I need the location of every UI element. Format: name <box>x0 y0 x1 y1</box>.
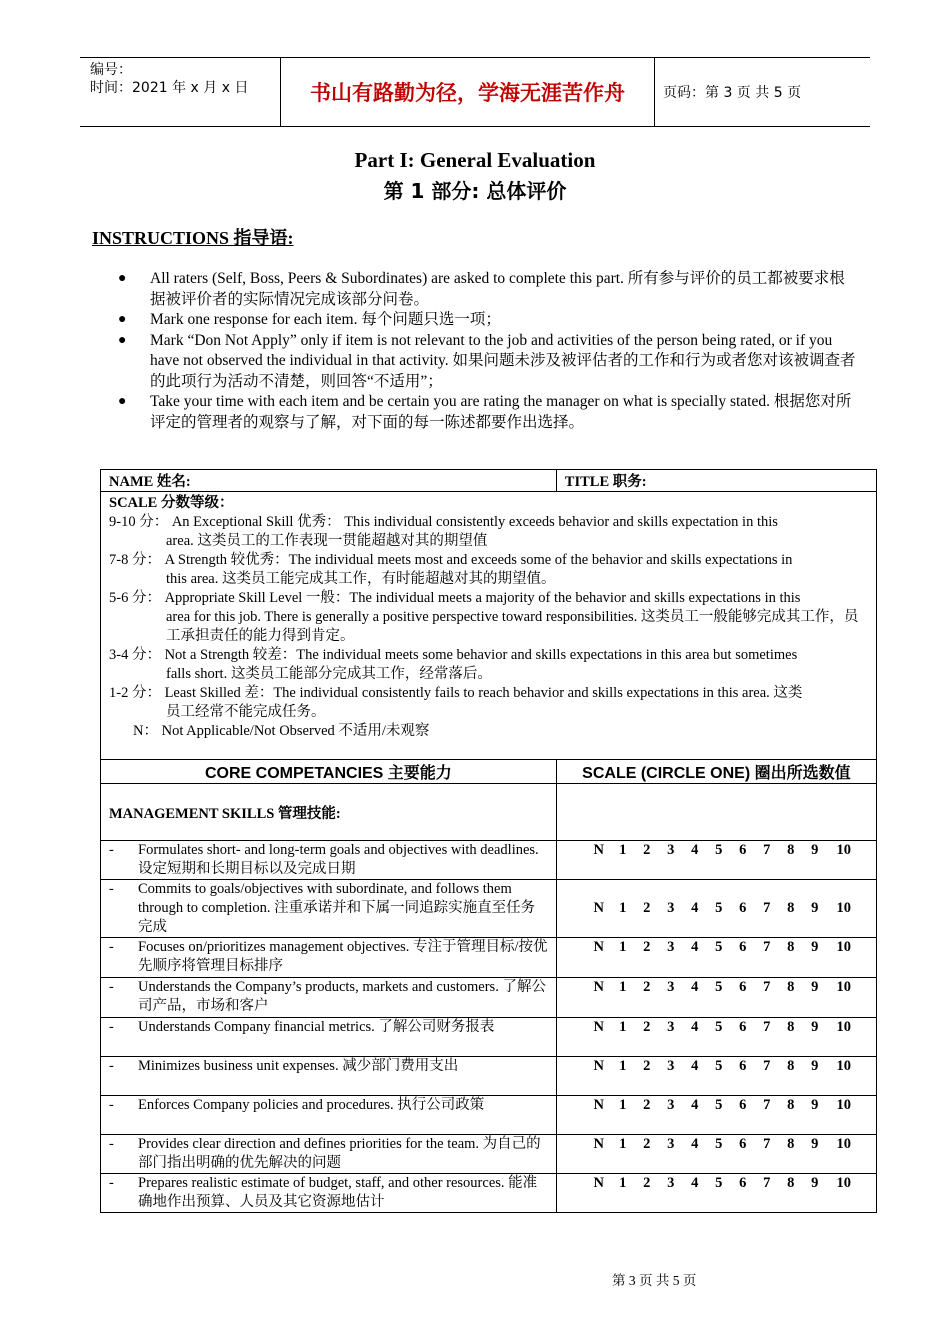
competency-row <box>101 1135 877 1174</box>
dash-marker: - <box>109 1175 114 1191</box>
score-option[interactable]: 5 <box>715 900 723 916</box>
score-option[interactable]: 10 <box>836 900 852 916</box>
score-cell <box>556 1135 876 1174</box>
score-cell <box>556 841 876 880</box>
score-option[interactable]: 3 <box>667 1058 675 1074</box>
score-option[interactable]: 3 <box>667 1019 675 1035</box>
score-option[interactable]: 2 <box>643 1097 651 1113</box>
score-option[interactable]: 10 <box>836 1019 852 1035</box>
bullet-icon: ● <box>118 271 127 286</box>
score-option[interactable]: 5 <box>715 1058 723 1074</box>
scale-1-2: 1-2 分： Least Skilled 差：The individual consistently fails to reach behavior and skills expectations in this area. 这类 员工经常不能完成任务。 <box>109 685 803 720</box>
dash-marker: - <box>109 979 114 995</box>
competency-text: Formulates short- and long-term goals and objectives with deadlines. 设定短期和长期目标以及完成日期 <box>138 842 539 877</box>
score-option[interactable]: N <box>593 1175 605 1191</box>
instruction-item: ● Mark one response for each item. 每个问题只选一项； <box>112 310 857 331</box>
score-option[interactable]: 3 <box>667 939 675 955</box>
score-option[interactable]: 3 <box>667 1175 675 1191</box>
scale-heading: SCALE 分数等级： <box>109 495 234 511</box>
competency-item <box>101 880 557 938</box>
competency-text: Prepares realistic estimate of budget, staff, and other resources. 能准确地作出预算、人员及其它资源地估计 <box>138 1175 538 1210</box>
competency-text: Commits to goals/objectives with subordinate, and follows them through to completion. 注重承诺并和下属一同追踪实施直至任务完成 <box>138 881 536 935</box>
score-option[interactable]: 5 <box>715 1136 723 1152</box>
instruction-item: ● Take your time with each item and be certain you are rating the manager on what is specially stated. 根据您对所评定的管理者的观察与了解，对下面的每一陈述都要作出选择。 <box>118 393 852 431</box>
score-option[interactable]: 9 <box>811 979 819 995</box>
competency-text: Focuses on/prioritizes management objectives. 专注于管理目标/按优先顺序将管理目标排序 <box>138 939 548 974</box>
competency-row <box>101 1174 877 1213</box>
score-option[interactable]: 1 <box>619 979 627 995</box>
score-option[interactable]: 1 <box>619 900 627 916</box>
score-option[interactable]: N <box>593 939 605 955</box>
score-option[interactable]: 8 <box>787 1136 795 1152</box>
competency-text: Understands the Company’s products, markets and customers. 了解公司产品，市场和客户 <box>138 979 546 1014</box>
time-label: 时间：2021 年 x 月 x 日 <box>90 80 249 96</box>
score-option[interactable]: N <box>593 1136 605 1152</box>
score-option[interactable]: 8 <box>787 1058 795 1074</box>
score-option[interactable]: 7 <box>763 1136 771 1152</box>
score-option[interactable]: 1 <box>619 1136 627 1152</box>
score-option[interactable]: 4 <box>691 939 699 955</box>
score-option[interactable]: 5 <box>715 1175 723 1191</box>
score-option[interactable]: 9 <box>811 1097 819 1113</box>
competency-item <box>101 1018 557 1057</box>
section-management-skills: MANAGEMENT SKILLS 管理技能: <box>101 784 557 841</box>
competency-item <box>101 1135 557 1174</box>
score-option[interactable]: N <box>593 842 605 858</box>
score-option[interactable]: 1 <box>619 842 627 858</box>
score-option[interactable]: 7 <box>763 979 771 995</box>
page-header <box>80 57 870 127</box>
scale-legend <box>101 492 877 760</box>
score-cell <box>556 1018 876 1057</box>
score-option[interactable]: 5 <box>715 939 723 955</box>
scale-7-8: 7-8 分： A Strength 较优秀：The individual meets most and exceeds some of the behavior and skills expectations in this area. 这类员工能完成其工作，有时能超越对其的期望值。 <box>109 552 793 587</box>
competency-row <box>101 841 877 880</box>
score-option[interactable]: 5 <box>715 1097 723 1113</box>
score-option[interactable]: 10 <box>836 1058 852 1074</box>
bullet-icon: ● <box>118 332 127 348</box>
score-option[interactable]: 10 <box>836 979 852 995</box>
score-cell <box>556 1174 876 1213</box>
score-option[interactable]: 9 <box>811 939 819 955</box>
competency-text: Enforces Company policies and procedures. 执行公司政策 <box>138 1097 485 1113</box>
dash-marker: - <box>109 881 114 897</box>
score-option[interactable]: 7 <box>763 900 771 916</box>
competency-item <box>101 978 557 1018</box>
scale-3-4: 3-4 分： Not a Strength 较差：The individual meets some behavior and skills expectations in this area but sometimes falls short. 这类员工能部分完成其工作，经常落后。 <box>109 647 798 682</box>
score-option[interactable]: N <box>593 1019 605 1035</box>
score-option[interactable]: 9 <box>811 1058 819 1074</box>
score-option[interactable]: 7 <box>763 1058 771 1074</box>
score-option[interactable]: 6 <box>739 979 747 995</box>
competency-item <box>101 938 557 978</box>
score-option[interactable]: 6 <box>739 1136 747 1152</box>
competency-row <box>101 978 877 1018</box>
competency-item <box>101 1057 557 1096</box>
score-option[interactable]: N <box>593 1058 605 1074</box>
competency-item <box>101 841 557 880</box>
score-option[interactable]: 2 <box>643 1058 651 1074</box>
instruction-item: ● Mark “Don Not Apply” only if item is not relevant to the job and activities of the person being rated, or if you have not observed the individual in that activity. 如果问题未涉及被评估者的工作和行为或者您对该被调查者的此项行为活动不清楚，则回答“不适用”； <box>118 331 856 390</box>
score-option[interactable]: 3 <box>667 1136 675 1152</box>
items-body <box>101 841 877 1213</box>
competency-row <box>101 1096 877 1135</box>
score-option[interactable]: 1 <box>619 1175 627 1191</box>
instructions-list <box>112 269 857 433</box>
score-option[interactable]: 6 <box>739 1097 747 1113</box>
evaluation-table <box>100 469 877 1213</box>
score-option[interactable]: 1 <box>619 1097 627 1113</box>
score-option[interactable]: 4 <box>691 1019 699 1035</box>
col-scale: SCALE (CIRCLE ONE) 圈出所选数值 <box>556 760 876 784</box>
score-option[interactable]: 5 <box>715 979 723 995</box>
score-option[interactable]: N <box>593 1097 605 1113</box>
name-field[interactable]: NAME 姓名: <box>101 470 557 492</box>
score-option[interactable]: 8 <box>787 979 795 995</box>
page-title-en: Part I: General Evaluation <box>354 148 596 172</box>
score-option[interactable]: 7 <box>763 842 771 858</box>
score-option[interactable]: 8 <box>787 900 795 916</box>
score-option[interactable]: 10 <box>836 939 852 955</box>
dash-marker: - <box>109 1136 114 1152</box>
competency-text: Understands Company financial metrics. 了解公司财务报表 <box>138 1019 495 1035</box>
score-option[interactable]: 6 <box>739 900 747 916</box>
score-option[interactable]: 6 <box>739 939 747 955</box>
competency-item <box>101 1096 557 1135</box>
page-footer: 第 3 页 共 5 页 <box>612 1273 697 1288</box>
score-option[interactable]: 4 <box>691 1058 699 1074</box>
score-option[interactable]: N <box>593 979 605 995</box>
score-option[interactable]: 2 <box>643 1136 651 1152</box>
score-option[interactable]: 2 <box>643 939 651 955</box>
score-option[interactable]: 1 <box>619 939 627 955</box>
score-option[interactable]: 8 <box>787 1019 795 1035</box>
score-option[interactable]: 1 <box>619 1019 627 1035</box>
score-option[interactable]: 9 <box>811 900 819 916</box>
score-option[interactable]: 8 <box>787 1097 795 1113</box>
score-option[interactable]: 4 <box>691 900 699 916</box>
score-option[interactable]: 7 <box>763 1097 771 1113</box>
page-title-cn: 第 1 部分: 总体评价 <box>383 179 567 203</box>
score-option[interactable]: 3 <box>667 900 675 916</box>
competency-row <box>101 938 877 978</box>
scale-5-6: 5-6 分： Appropriate Skill Level 一般：The individual meets a majority of the behavior and skills expectations in this area for this job. There is generally a positive perspective toward responsibilities. 这类员工一般能够完成其工作，员工承担责任的能力得到肯定。 <box>109 590 859 644</box>
score-option[interactable]: 9 <box>811 1175 819 1191</box>
score-cell <box>556 1057 876 1096</box>
score-option[interactable]: 9 <box>811 1019 819 1035</box>
col-competencies: CORE COMPETANCIES 主要能力 <box>101 760 557 784</box>
score-option[interactable]: 7 <box>763 1019 771 1035</box>
competency-text: Provides clear direction and defines priorities for the team. 为自己的部门指出明确的优先解决的问题 <box>138 1136 541 1171</box>
score-cell <box>556 978 876 1018</box>
score-option[interactable]: 6 <box>739 842 747 858</box>
score-option[interactable]: 6 <box>739 1175 747 1191</box>
header-meta <box>80 58 281 126</box>
score-option[interactable]: 7 <box>763 1175 771 1191</box>
score-option[interactable]: 2 <box>643 842 651 858</box>
instruction-item: ● All raters (Self, Boss, Peers & Subordinates) are asked to complete this part. 所有参与评价的员工都被要求根据被评价者的实际情况完成该部分问卷。 <box>118 270 845 308</box>
competency-row <box>101 1018 877 1057</box>
score-option[interactable]: 10 <box>836 1097 852 1113</box>
score-option[interactable]: 2 <box>643 900 651 916</box>
score-option[interactable]: 3 <box>667 842 675 858</box>
instructions-heading: INSTRUCTIONS 指导语: <box>92 228 294 248</box>
score-cell <box>556 1096 876 1135</box>
score-option[interactable]: 10 <box>836 842 852 858</box>
dash-marker: - <box>109 939 114 955</box>
score-option[interactable]: 5 <box>715 842 723 858</box>
score-option[interactable]: 3 <box>667 1097 675 1113</box>
scale-9-10: 9-10 分： An Exceptional Skill 优秀： This individual consistently exceeds behavior and skills expectation in this area. 这类员工的工作表现一贯能超越对其的期望值 <box>109 514 778 549</box>
score-option[interactable]: 10 <box>836 1136 852 1152</box>
score-option[interactable]: 3 <box>667 979 675 995</box>
score-option[interactable]: 8 <box>787 1175 795 1191</box>
score-option[interactable]: 2 <box>643 1175 651 1191</box>
dash-marker: - <box>109 1019 114 1035</box>
score-option[interactable]: N <box>593 900 605 916</box>
dash-marker: - <box>109 1058 114 1074</box>
dash-marker: - <box>109 842 114 858</box>
competency-text: Minimizes business unit expenses. 减少部门费用支出 <box>138 1058 459 1074</box>
score-option[interactable]: 4 <box>691 979 699 995</box>
score-option[interactable]: 5 <box>715 1019 723 1035</box>
score-option[interactable]: 10 <box>836 1175 852 1191</box>
score-option[interactable]: 6 <box>739 1019 747 1035</box>
score-cell <box>556 880 876 938</box>
score-option[interactable]: 6 <box>739 1058 747 1074</box>
bullet-icon: ● <box>118 312 127 327</box>
score-option[interactable]: 9 <box>811 842 819 858</box>
score-option[interactable]: 2 <box>643 979 651 995</box>
score-option[interactable]: 2 <box>643 1019 651 1035</box>
bullet-icon: ● <box>118 394 127 409</box>
score-option[interactable]: 9 <box>811 1136 819 1152</box>
score-option[interactable]: 4 <box>691 1175 699 1191</box>
dash-marker: - <box>109 1097 114 1113</box>
score-option[interactable]: 8 <box>787 939 795 955</box>
scale-na: N： Not Applicable/Not Observed 不适用/未观察 <box>133 723 430 739</box>
score-option[interactable]: 8 <box>787 842 795 858</box>
score-cell <box>556 938 876 978</box>
title-field[interactable]: TITLE 职务: <box>556 470 876 492</box>
competency-item <box>101 1174 557 1213</box>
score-option[interactable]: 4 <box>691 842 699 858</box>
header-page-info: 页码：第 3 页 共 5 页 <box>663 85 802 101</box>
score-option[interactable]: 7 <box>763 939 771 955</box>
header-motto: 书山有路勤为径，学海无涯苦作舟 <box>281 58 655 126</box>
score-option[interactable]: 1 <box>619 1058 627 1074</box>
competency-row <box>101 1057 877 1096</box>
section-scale-blank <box>556 784 876 841</box>
competency-row <box>101 880 877 938</box>
score-option[interactable]: 4 <box>691 1136 699 1152</box>
number-label: 编号： <box>90 62 132 78</box>
score-option[interactable]: 4 <box>691 1097 699 1113</box>
